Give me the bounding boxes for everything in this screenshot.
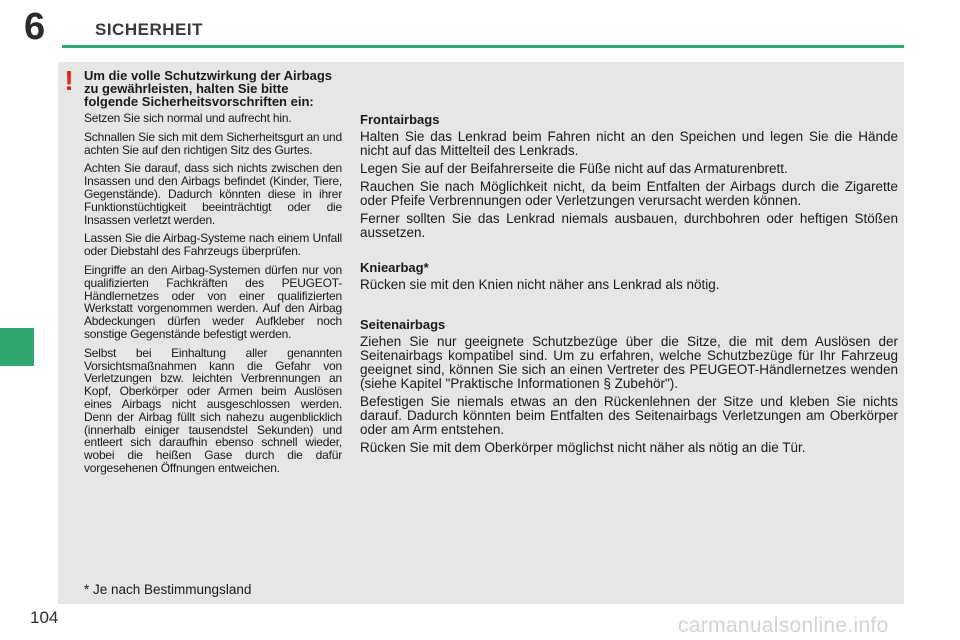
section-paragraph: Rücken sie mit den Knien nicht näher ans Lenkrad als nötig. xyxy=(360,277,720,292)
warning-paragraph: Achten Sie darauf, dass sich nichts zwischen den Insassen und den Airbags befindet (Kinder, Tiere, Gegenstände). Dadurch könnten diese in ihrer Funktionstüchtigkeit beeinträchtigt oder die Insassen verletzt werden. xyxy=(84,161,342,227)
section-paragraph: Befestigen Sie niemals etwas an den Rückenlehnen der Sitze und kleben Sie nichts darauf. Dadurch könnten beim Entfalten des Seitenairbags Verletzungen am Oberkörper oder am Arm entstehen. xyxy=(360,394,898,437)
section-title: Seitenairbags xyxy=(360,317,446,332)
exclamation-icon: ! xyxy=(64,65,74,96)
section-title: Frontairbags xyxy=(360,112,440,127)
section-kniearbag xyxy=(360,260,898,292)
header-divider xyxy=(62,45,904,48)
section-paragraph: Halten Sie das Lenkrad beim Fahren nicht an den Speichen und legen Sie die Hände nicht auf das Mittelteil des Lenkrads. xyxy=(360,129,898,158)
footnote: * Je nach Bestimmungsland xyxy=(84,582,252,597)
chapter-number: 6 xyxy=(24,6,46,48)
watermark: carmanualsonline.info xyxy=(678,614,889,637)
section-paragraph: Legen Sie auf der Beifahrerseite die Füße nicht auf das Armaturenbrett. xyxy=(360,161,788,176)
section-paragraph: Ferner sollten Sie das Lenkrad niemals ausbauen, durchbohren oder heftigen Stößen aussetzen. xyxy=(360,211,898,240)
main-column xyxy=(360,112,898,459)
chapter-title: SICHERHEIT xyxy=(95,20,203,39)
section-frontairbags xyxy=(360,112,898,240)
page-number: 104 xyxy=(30,608,59,627)
warning-paragraph: Selbst bei Einhaltung aller genannten Vorsichtsmaßnahmen kann die Gefahr von Verletzungen bzw. leichten Verbrennungen an Kopf, Oberkörper oder Armen beim Auslösen eines Airbags nicht ausgeschlossen werden. Denn der Airbag füllt sich nahezu augenblicklich (innerhalb einiger tausendstel Sekunden) und entleert sich daraufhin ebenso schnell wieder, wobei die heißen Gase durch die dafür vorgesehenen Öffnungen entweichen. xyxy=(84,345,342,475)
warning-box xyxy=(84,69,342,481)
section-paragraph: Ziehen Sie nur geeignete Schutzbezüge über die Sitze, die mit dem Auslösen der Seitenairbags kompatibel sind. Um zu erfahren, welche Schutzbezüge für Ihr Fahrzeug geeignet sind, können Sie sich an einen Vertreter des PEUGEOT-Händlernetzes wenden (siehe Kapitel "Praktische Informationen § Zubehör"). xyxy=(360,334,898,391)
warning-paragraph: Schnallen Sie sich mit dem Sicherheitsgurt an und achten Sie auf den richtigen Sitz des Gurtes. xyxy=(84,129,342,157)
section-paragraph: Rauchen Sie nach Möglichkeit nicht, da beim Entfalten der Airbags durch die Zigarette oder Pfeife Verbrennungen oder Verletzungen verursacht werden können. xyxy=(360,179,898,208)
warning-heading: Um die volle Schutzwirkung der Airbags zu gewährleisten, halten Sie bitte folgende Sicherheitsvorschriften ein: xyxy=(84,68,333,109)
warning-paragraph: Setzen Sie sich normal und aufrecht hin. xyxy=(84,111,292,125)
section-paragraph: Rücken Sie mit dem Oberkörper möglichst nicht näher als nötig an die Tür. xyxy=(360,440,806,455)
section-seitenairbags xyxy=(360,317,898,455)
chapter-side-tab xyxy=(0,328,34,366)
warning-paragraph: Eingriffe an den Airbag-Systemen dürfen nur von qualifizierten Fachkräften des PEUGEOT-Händlernetzes oder von einer qualifizierten Werkstatt vorgenommen werden. Auf den Airbag Abdeckungen dürfen weder Aufkleber noch sonstige Gegenstände befestigt werden. xyxy=(84,262,342,341)
section-title: Kniearbag* xyxy=(360,260,429,275)
warning-paragraph: Lassen Sie die Airbag-Systeme nach einem Unfall oder Diebstahl des Fahrzeugs überprüfen. xyxy=(84,231,342,259)
